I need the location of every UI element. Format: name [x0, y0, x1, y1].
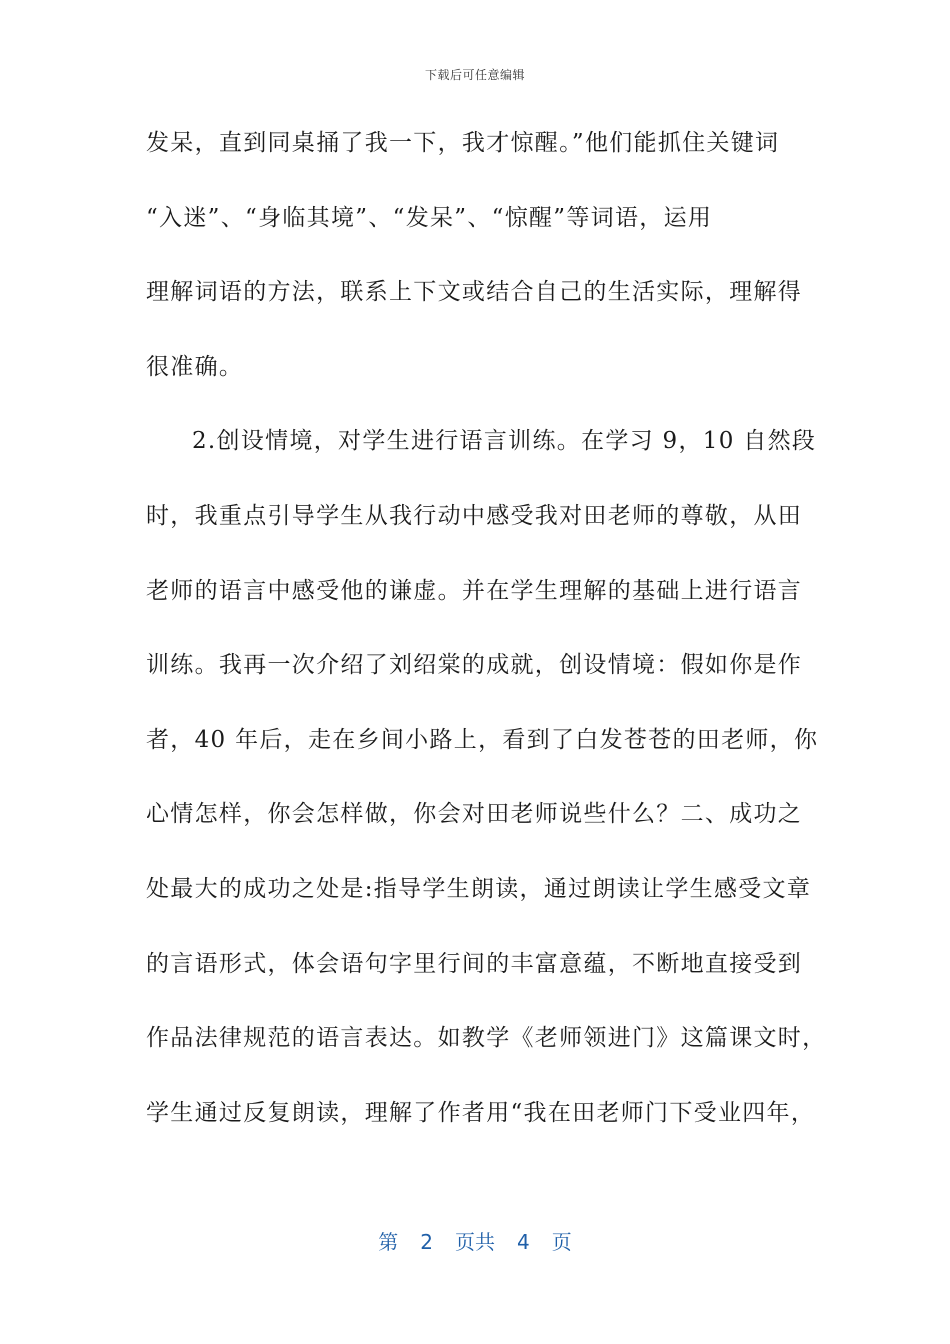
- text-line: 学生通过反复朗读，理解了作者用“我在田老师门下受业四年，: [146, 1099, 816, 1126]
- text-line: 训练。我再一次介绍了刘绍棠的成就，创设情境：假如你是作: [146, 652, 803, 679]
- text-line: 的言语形式，体会语句字里行间的丰富意蕴，不断地直接受到: [146, 950, 803, 977]
- total-pages-number: 4: [517, 1230, 530, 1254]
- text-line: 发呆，直到同桌捅了我一下，我才惊醒。”他们能抓住关键词: [146, 130, 780, 156]
- text-line: 心情怎样，你会怎样做，你会对田老师说些什么？二、成功之: [146, 801, 803, 828]
- header-note: 下载后可任意编辑: [424, 68, 525, 82]
- page-label-mid: 页共: [455, 1230, 495, 1254]
- document-body: [146, 106, 827, 1150]
- text-line: 老师的语言中感受他的谦虚。并在学生理解的基础上进行语言: [146, 577, 803, 604]
- text-line: 作品法律规范的语言表达。如教学《老师领进门》这篇课文时，: [146, 1025, 827, 1052]
- page-footer: [0, 1226, 950, 1255]
- text-line: 理解词语的方法，联系上下文或结合自己的生活实际，理解得: [146, 279, 803, 306]
- text-line: 2.创设情境，对学生进行语言训练。在学习 9，10 自然段: [192, 428, 817, 455]
- current-page-number: 2: [420, 1230, 433, 1254]
- page-label-prefix: 第: [378, 1230, 399, 1254]
- text-line: 处最大的成功之处是:指导学生朗读，通过朗读让学生感受文章: [146, 875, 812, 902]
- page-label-suffix: 页: [551, 1230, 572, 1254]
- text-line: “入迷”、“身临其境”、“发呆”、“惊醒”等词语，运用: [146, 204, 713, 231]
- text-line: 者，40 年后，走在乡间小路上，看到了白发苍苍的田老师，你: [146, 726, 819, 753]
- text-line: 时，我重点引导学生从我行动中感受我对田老师的尊敬，从田: [146, 502, 803, 529]
- text-line: 很准确。: [146, 353, 244, 380]
